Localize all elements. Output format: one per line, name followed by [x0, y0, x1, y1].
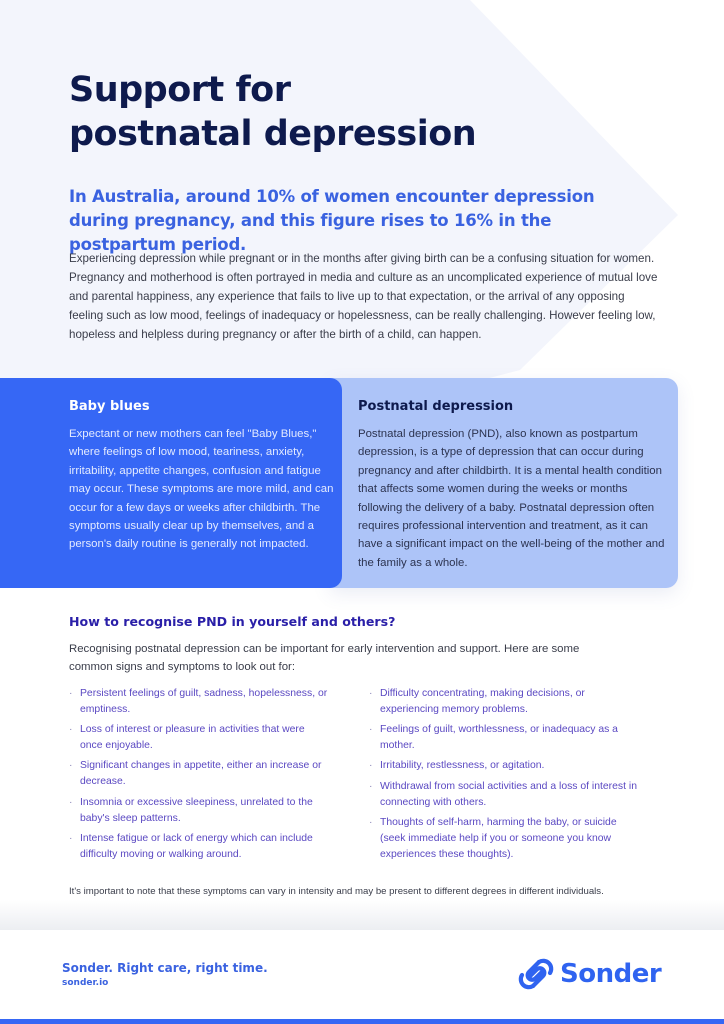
bullet-icon: ·: [69, 832, 73, 844]
symptom-list-left: [69, 686, 329, 867]
list-item: [69, 758, 329, 790]
list-item: [369, 815, 639, 863]
lead-statistic: In Australia, around 10% of women encounter depression during pregnancy, and this figure rises to 16% in the postpartum period.: [69, 187, 595, 254]
bullet-icon: ·: [369, 816, 373, 828]
website-link[interactable]: sonder.io: [62, 978, 109, 988]
list-item-text: Irritability, restlessness, or agitation.: [380, 760, 545, 772]
list-item: [369, 758, 639, 774]
baby-blues-title: Baby blues: [69, 399, 150, 414]
list-item: [69, 831, 329, 863]
page-title: [69, 68, 569, 156]
info-cards: [0, 378, 678, 588]
bullet-icon: ·: [369, 780, 373, 792]
bullet-icon: ·: [369, 760, 373, 772]
list-item-text: Feelings of guilt, worthlessness, or inadequacy as a mother.: [380, 724, 618, 752]
title-line-2: postnatal depression: [69, 114, 477, 154]
intro-paragraph: Experiencing depression while pregnant or in the months after giving birth can be a confusing situation for women. Pregnancy and motherhood is often portrayed in media and culture as an uncomplicated experience of mutual love and parental happiness, any experience that fails to live up to that expectation, or the arrival of any opposing feeling such as low mood, feelings of inadequacy or hopelessness, can be really challenging. However feeling low, hopeless and helpless during pregnancy or after the birth of a child, can happen.: [69, 252, 658, 341]
bullet-icon: ·: [69, 688, 73, 699]
bottom-accent-bar: [0, 1019, 724, 1024]
bullet-icon: ·: [69, 796, 73, 808]
baby-blues-card: [0, 378, 342, 588]
list-item: [69, 795, 329, 827]
list-item-text: Difficulty concentrating, making decisions, or experiencing memory problems.: [380, 688, 585, 715]
list-item-text: Intense fatigue or lack of energy which can include difficulty moving or walking around.: [80, 832, 313, 860]
postnatal-depression-text: Postnatal depression (PND), also known as postpartum depression, is a type of depression that can occur during pregnancy and after childbirth. It is a mental health condition that affects some women during the weeks or months following the delivery of a baby. Postnatal depression often requires professional intervention and treatment, as it can have a significant impact on the well-being of the mother and the family as a whole.: [358, 428, 665, 569]
list-item: [369, 779, 639, 811]
list-item: [69, 686, 329, 718]
list-item-text: Persistent feelings of guilt, sadness, hopelessness, or emptiness.: [80, 688, 328, 715]
list-item-text: Insomnia or excessive sleepiness, unrelated to the baby's sleep patterns.: [80, 796, 313, 824]
list-item-text: Significant changes in appetite, either an increase or decrease.: [80, 760, 322, 788]
symptoms-note: It's important to note that these symptoms can vary in intensity and may be present to different degrees in different individuals.: [69, 886, 604, 897]
sonder-s-logo-icon: [518, 956, 554, 992]
footer-tagline: Sonder. Right care, right time.: [62, 961, 268, 975]
bullet-icon: ·: [69, 724, 73, 736]
footer-divider: [0, 900, 724, 930]
list-item-text: Thoughts of self-harm, harming the baby, or suicide (seek immediate help if you or someone you know experiences these thoughts).: [380, 816, 617, 860]
list-item: [369, 686, 639, 718]
recognise-intro: Recognising postnatal depression can be important for early intervention and support. Here are some common signs and symptoms to look out for:: [69, 643, 580, 673]
postnatal-depression-card: [330, 378, 678, 588]
list-item: [69, 722, 329, 754]
postnatal-depression-title: Postnatal depression: [358, 399, 514, 414]
footer: [0, 930, 724, 1024]
symptom-list-right: [369, 686, 639, 867]
list-item-text: Loss of interest or pleasure in activities that were once enjoyable.: [80, 724, 305, 752]
list-item-text: Withdrawal from social activities and a loss of interest in connecting with others.: [380, 780, 637, 808]
bullet-icon: ·: [69, 760, 73, 772]
bullet-icon: ·: [369, 724, 373, 736]
list-item: [369, 722, 639, 754]
recognise-heading: How to recognise PND in yourself and others?: [69, 614, 396, 629]
baby-blues-text: Expectant or new mothers can feel "Baby Blues," where feelings of low mood, teariness, anxiety, irritability, appetite changes, confusion and fatigue may occur. These symptoms are more mild, and can occur for a few days or weeks after childbirth. The symptoms usually clear up by themselves, and a person's daily routine is generally not impacted.: [69, 428, 334, 551]
logo-wordmark: Sonder: [560, 959, 662, 989]
title-line-1: Support for: [69, 70, 291, 110]
bullet-icon: ·: [369, 688, 373, 699]
sonder-logo: [518, 956, 661, 992]
